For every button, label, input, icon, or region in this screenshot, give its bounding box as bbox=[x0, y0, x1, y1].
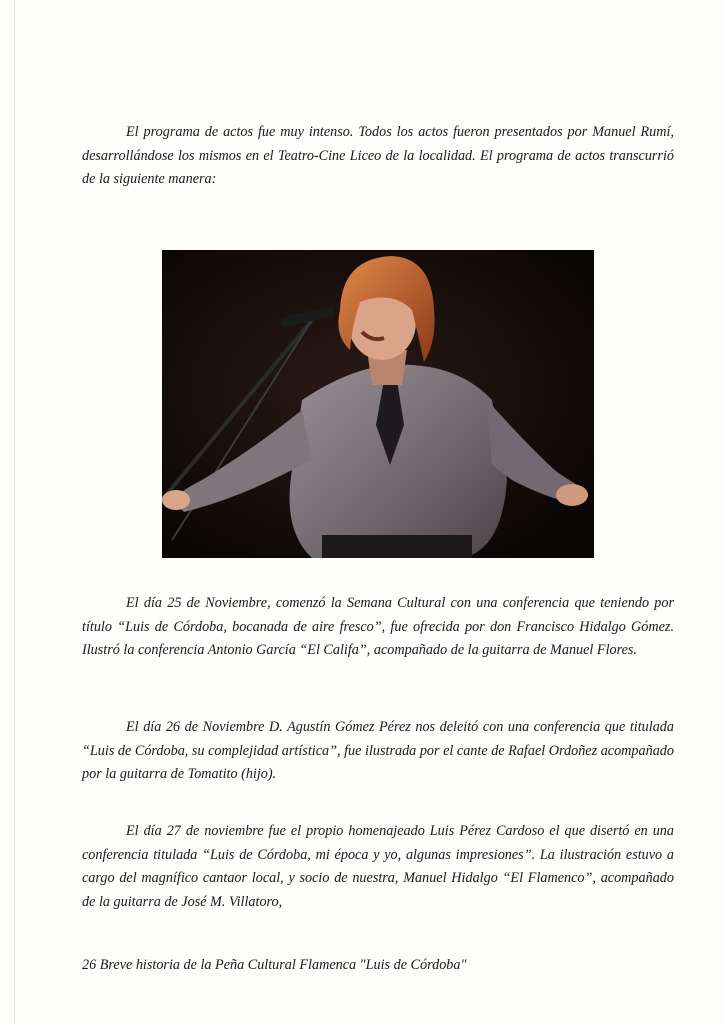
paragraph-day-26: El día 26 de Noviembre D. Agustín Gómez Pérez nos deleitó con una conferencia que titulada “Luis de Córdoba, su complejidad artística”, fue ilustrada por el cante de Rafael Ordoñez acompañado por la guitarra de Tomatito (hijo). bbox=[82, 719, 674, 782]
singer-photo bbox=[162, 250, 594, 558]
paragraph-day-27: El día 27 de noviembre fue el propio homenajeado Luis Pérez Cardoso el que disertó en una conferencia titulada “Luis de Córdoba, mi época y yo, algunas impresiones”. La ilustración estuvo a cargo del magnífico cantaor local, y socio de nuestra, Manuel Hidalgo “El Flamenco”, acompañado de la guitarra de José M. Villatoro, bbox=[82, 823, 674, 910]
paragraph-intro: El programa de actos fue muy intenso. Todos los actos fueron presentados por Manuel Rumí, desarrollándose los mismos en el Teatro-Cine Liceo de la localidad. El programa de actos transcurrió de la siguiente manera: bbox=[82, 124, 674, 187]
page-footer: 26 Breve historia de la Peña Cultural Flamenca "Luis de Córdoba" bbox=[82, 957, 467, 973]
page-edge-shadow bbox=[14, 0, 15, 1024]
paragraph-day-25: El día 25 de Noviembre, comenzó la Semana Cultural con una conferencia que teniendo por título “Luis de Córdoba, bocanada de aire fresco”, fue ofrecida por don Francisco Hidalgo Gómez. Ilustró la conferencia Antonio García “El Califa”, acompañado de la guitarra de Manuel Flores. bbox=[82, 595, 674, 658]
